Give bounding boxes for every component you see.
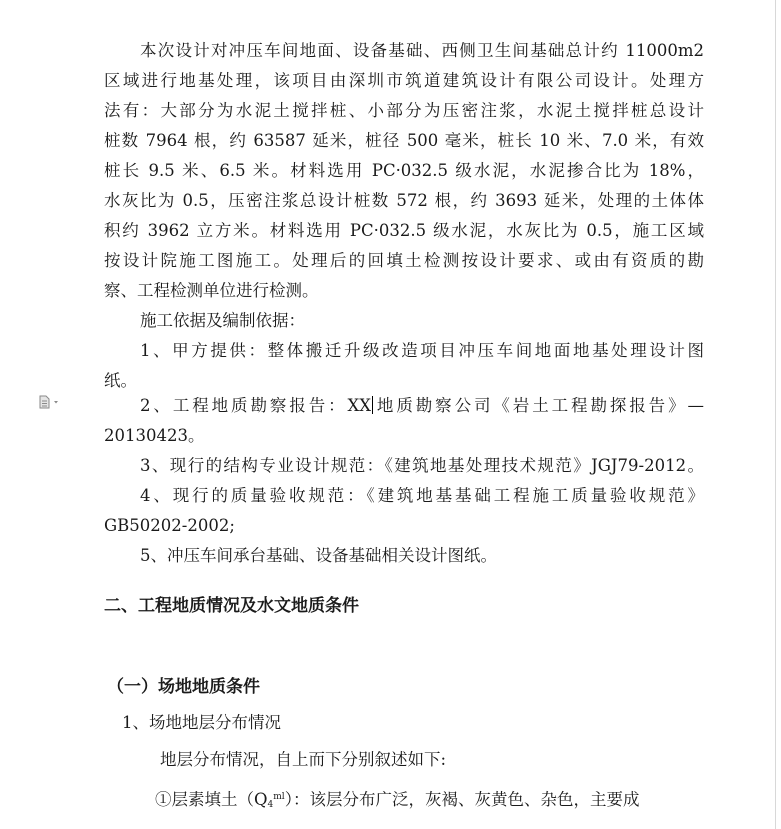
paragraph-line: 察、工程检测单位进行检测。	[104, 281, 319, 300]
basis-item-1-cont: 纸。	[104, 371, 137, 390]
section-heading: 二、工程地质情况及水文地质条件	[104, 596, 359, 616]
paragraph-line: 桩长 9.5 米、6.5 米。材料选用 PC·032.5 级水泥，水泥掺合比为 18%，	[104, 161, 704, 180]
basis-item-2-cont: 20130423。	[104, 426, 205, 445]
layer-1-prefix: ①层素填土（Q	[155, 790, 268, 809]
basis-item-3: 3、现行的结构专业设计规范：《建筑地基处理技术规范》JGJ79-2012。	[140, 456, 704, 475]
subsubsection-heading: 1、场地地层分布情况	[122, 713, 281, 732]
basis-title: 施工依据及编制依据：	[140, 311, 305, 330]
basis-item-4: 4、现行的质量验收规范：《建筑地基基础工程施工质量验收规范》	[140, 486, 704, 505]
document-comment-icon[interactable]	[38, 395, 62, 409]
layer-intro: 地层分布情况，自上而下分别叙述如下:	[160, 750, 447, 769]
paragraph-line: 法有：大部分为水泥土搅拌桩、小部分为压密注浆，水泥土搅拌桩总设计	[104, 101, 704, 120]
basis-item-2-part-a: 2、工程地质勘察报告：XX	[140, 396, 372, 415]
basis-item-5: 5、冲压车间承台基础、设备基础相关设计图纸。	[140, 546, 497, 565]
paragraph-line: 本次设计对冲压车间地面、设备基础、西侧卫生间基础总计约 11000m2	[140, 41, 704, 60]
page-edge	[775, 0, 776, 829]
layer-1-suffix: ）：该层分布广泛，灰褐、灰黄色、杂色，主要成	[284, 790, 640, 809]
paragraph-line: 水灰比为 0.5，压密注浆总设计桩数 572 根，约 3693 延米，处理的土体体	[104, 191, 704, 210]
paragraph-line: 按设计院施工图施工。处理后的回填土检测按设计要求、或由有资质的勘	[104, 251, 704, 270]
layer-1-sub: 4	[267, 800, 274, 810]
basis-item-2-part-b: 地质勘察公司《岩土工程勘探报告》—	[374, 396, 704, 415]
basis-item-1: 1、甲方提供：整体搬迁升级改造项目冲压车间地面地基处理设计图	[140, 341, 704, 360]
subsection-heading: （一）场地地质条件	[107, 677, 260, 697]
layer-1-description	[155, 787, 755, 815]
paragraph-line: 桩数 7964 根，约 63587 延米，桩径 500 毫米，桩长 10 米、7.0 米，有效	[104, 131, 704, 150]
paragraph-line: 积约 3962 立方米。材料选用 PC·032.5 级水泥，水灰比为 0.5，施工区域	[104, 221, 704, 240]
basis-item-2	[104, 396, 704, 416]
basis-item-4-cont: GB50202-2002;	[104, 516, 235, 535]
text-cursor	[372, 396, 373, 414]
paragraph-line: 区域进行地基处理，该项目由深圳市筑道建筑设计有限公司设计。处理方	[104, 71, 704, 90]
layer-1-sup: ml	[273, 792, 285, 802]
